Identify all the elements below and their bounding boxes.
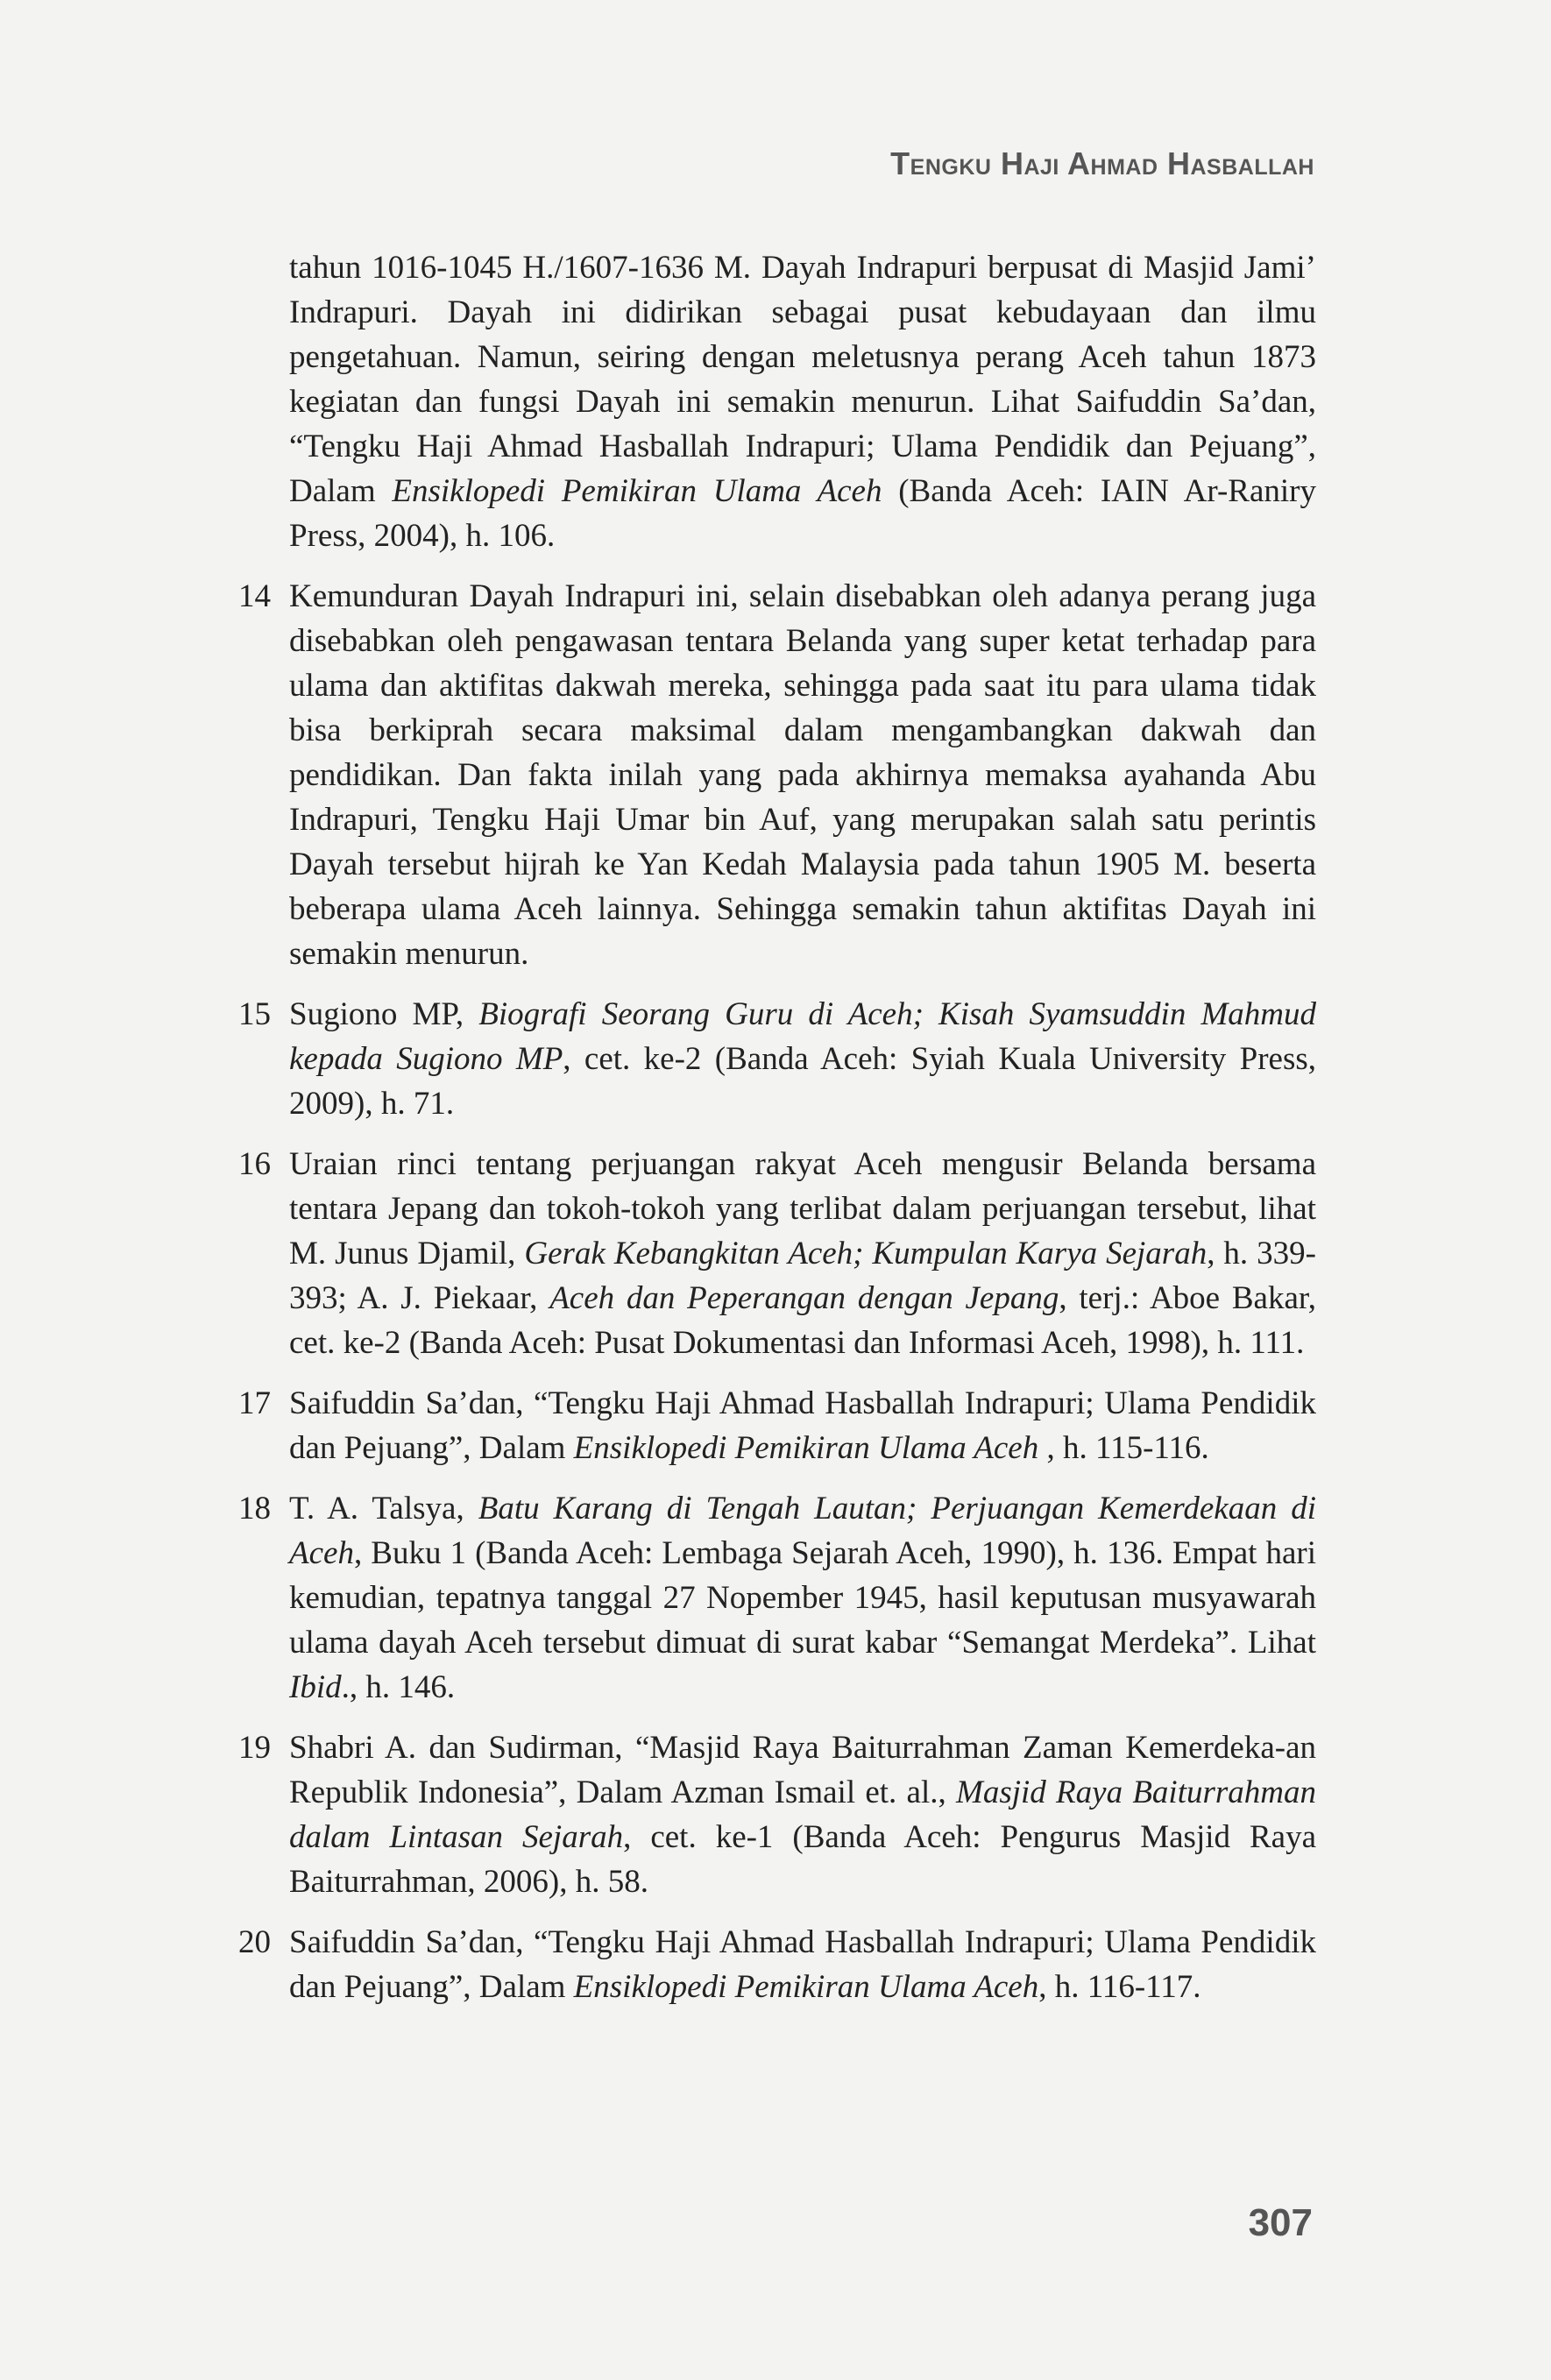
footnote-text: Uraian rinci tentang perjuangan rakyat Aceh mengusir Belanda bersama tentara Jepang dan tokoh-tokoh yang terlibat dalam perjuangan tersebut, lihat M. Junus Djamil, xyxy=(289,1146,1316,1271)
footnote-text: ., h. 146. xyxy=(341,1669,456,1705)
footnote xyxy=(238,992,1316,1126)
footnote-text: Kemunduran Dayah Indrapuri ini, selain disebabkan oleh adanya perang juga disebabkan oleh pengawasan tentara Belanda yang super ketat terhadap para ulama dan aktifitas dakwah mereka, sehingga pada saat itu para ulama tidak bisa berkiprah secara maksimal dalam mengambangkan dakwah dan pendidikan. Dan fakta inilah yang pada akhirnya memaksa ayahanda Abu Indrapuri, Tengku Haji Umar bin Auf, yang merupakan salah satu perintis Dayah tersebut hijrah ke Yan Kedah Malaysia pada tahun 1905 M. beserta beberapa ulama Aceh lainnya. Sehingga semakin tahun aktifitas Dayah ini semakin menurun. xyxy=(289,578,1316,972)
footnote-title-italic: Ensiklopedi Pemikiran Ulama Aceh xyxy=(573,1430,1039,1466)
footnote-text: T. A. Talsya, xyxy=(289,1491,478,1526)
footnote-text: , h. 339-393; A. J. Piekaar, xyxy=(289,1236,1316,1316)
footnote-text: , terj.: Aboe Bakar, cet. ke-2 (Banda Aceh: Pusat Dokumentasi dan Informasi Aceh, 1998), h. 111. xyxy=(289,1280,1316,1361)
footnote-number: 15 xyxy=(238,996,271,1032)
footnote-title-italic: Ensiklopedi Pemikiran Ulama Aceh xyxy=(573,1969,1039,2005)
footnote xyxy=(238,1486,1316,1710)
page-number: 307 xyxy=(1248,2201,1313,2244)
footnote-number: 14 xyxy=(238,578,271,614)
footnote-title-italic: Ensiklopedi Pemikiran Ulama Aceh xyxy=(392,473,882,509)
footnote-text: , Buku 1 (Banda Aceh: Lembaga Sejarah Aceh, 1990), h. 136. Empat hari kemudian, tepatnya tanggal 27 Nopember 1945, hasil keputusan musyawarah ulama dayah Aceh tersebut dimuat di surat kabar “Semangat Merdeka”. Lihat xyxy=(289,1535,1316,1661)
footnote-text: Sugiono MP, xyxy=(289,996,479,1032)
footnote-text: , h. 115-116. xyxy=(1038,1430,1209,1466)
footnote-title-italic: Batu Karang di Tengah Lautan; Perjuangan Kemerdekaan di Aceh xyxy=(289,1491,1317,1571)
footnotes-list xyxy=(238,245,1316,2025)
footnote xyxy=(238,1725,1316,1904)
footnote-text: tahun 1016-1045 H./1607-1636 M. Dayah Indrapuri berpusat di Masjid Jami’ Indrapuri. Dayah ini didirikan sebagai pusat kebudayaan dan ilmu pengetahuan. Namun, seiring dengan meletusnya perang Aceh tahun 1873 kegiatan dan fungsi Dayah ini semakin menurun. Lihat Saifuddin Sa’dan, “Tengku Haji Ahmad Hasballah Indrapuri; Ulama Pendidik dan Pejuang”, Dalam xyxy=(289,250,1316,509)
footnote-text: Saifuddin Sa’dan, “Tengku Haji Ahmad Hasballah Indrapuri; Ulama Pendidik dan Pejuang”, Dalam xyxy=(289,1924,1316,2005)
footnote xyxy=(238,245,1316,558)
footnote-text: (Banda Aceh: IAIN Ar-Raniry Press, 2004), h. 106. xyxy=(289,473,1317,554)
running-header: Tengku Haji Ahmad Hasballah xyxy=(890,145,1314,181)
footnote-title-italic: Biografi Seorang Guru di Aceh; Kisah Syamsuddin Mahmud kepada Sugiono MP xyxy=(289,996,1316,1077)
footnote-number: 19 xyxy=(238,1730,271,1766)
footnote-title-italic: Aceh dan Peperangan dengan Jepang xyxy=(549,1280,1059,1316)
footnote-number: 17 xyxy=(238,1385,271,1421)
footnote-text: , cet. ke-2 (Banda Aceh: Syiah Kuala University Press, 2009), h. 71. xyxy=(289,1041,1316,1122)
footnote-title-italic: Ibid xyxy=(289,1669,342,1705)
footnote xyxy=(238,1142,1316,1365)
footnote xyxy=(238,574,1316,976)
footnote-number: 18 xyxy=(238,1491,271,1526)
footnote-title-italic: Gerak Kebangkitan Aceh; Kumpulan Karya Sejarah xyxy=(524,1236,1208,1271)
footnote-text: Saifuddin Sa’dan, “Tengku Haji Ahmad Hasballah Indrapuri; Ulama Pendidik dan Pejuang”, Dalam xyxy=(289,1385,1316,1466)
footnote-number: 16 xyxy=(238,1146,271,1182)
footnote xyxy=(238,1920,1316,2009)
footnote-number: 20 xyxy=(238,1924,271,1960)
footnote xyxy=(238,1381,1316,1470)
footnote-title-italic: Masjid Raya Baiturrahman dalam Lintasan Sejarah xyxy=(289,1774,1317,1855)
footnote-text: , cet. ke-1 (Banda Aceh: Pengurus Masjid Raya Baiturrahman, 2006), h. 58. xyxy=(289,1819,1317,1900)
footnote-text: Shabri A. dan Sudirman, “Masjid Raya Baiturrahman Zaman Kemerdeka-an Republik Indonesia”, Dalam Azman Ismail et. al., xyxy=(289,1730,1316,1810)
footnote-text: , h. 116-117. xyxy=(1038,1969,1201,2005)
